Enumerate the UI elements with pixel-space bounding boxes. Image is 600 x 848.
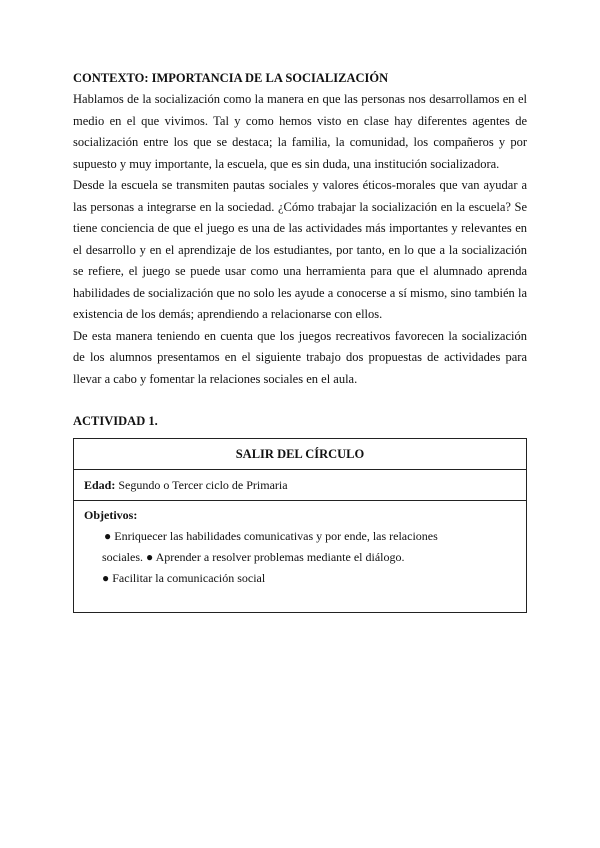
section-heading: CONTEXTO: IMPORTANCIA DE LA SOCIALIZACIÓN [73, 71, 389, 85]
objectives-label: Objetivos: [84, 508, 138, 522]
paragraph-2: Desde la escuela se transmiten pautas sociales y valores éticos-morales que van ayudar a las personas a integrarse en la sociedad. ¿Cómo trabajar la socialización en la escuela? Se tiene conciencia de que el juego es una de las actividades más importantes y relevantes en el desarrollo y en el aprendizaje de los estudiantes, por tanto, en lo que a la socialización se refiere, el juego se puede usar como una herramienta para que el alumnado aprenda habilidades de socialización que no solo les ayude a conocerse a sí mismo, sino también la existencia de los demás; aprendiendo a relacionarse con ellos. [73, 178, 527, 321]
objective-line: ● Enriquecer las habilidades comunicativas y por ende, las relaciones [104, 529, 438, 543]
activity-name: SALIR DEL CÍRCULO [74, 439, 526, 470]
paragraph-1: Hablamos de la socialización como la manera en que las personas nos desarrollamos en el medio en el que vivimos. Tal y como hemos visto en clase hay diferentes agentes de socialización entre los que se destaca; la familia, la comunidad, los compañeros y por supuesto y muy importante, la escuela, que es sin duda, una institución socializadora. [73, 92, 527, 171]
objective-line: sociales. ● Aprender a resolver problemas mediante el diálogo. [102, 550, 405, 564]
document-page [73, 68, 527, 613]
objective-line: ● Facilitar la comunicación social [102, 571, 266, 585]
activity-table [73, 438, 527, 613]
age-value: Segundo o Tercer ciclo de Primaria [115, 478, 288, 492]
age-label: Edad: [84, 478, 116, 492]
activity-title: ACTIVIDAD 1. [73, 414, 158, 428]
activity-age-row [74, 470, 526, 501]
paragraph-3: De esta manera teniendo en cuenta que los juegos recreativos favorecen la socialización de los alumnos presentamos en el siguiente trabajo dos propuestas de actividades para llevar a cabo y fomentar la relaciones sociales en el aula. [73, 328, 527, 386]
activity-objectives-row [74, 501, 526, 612]
